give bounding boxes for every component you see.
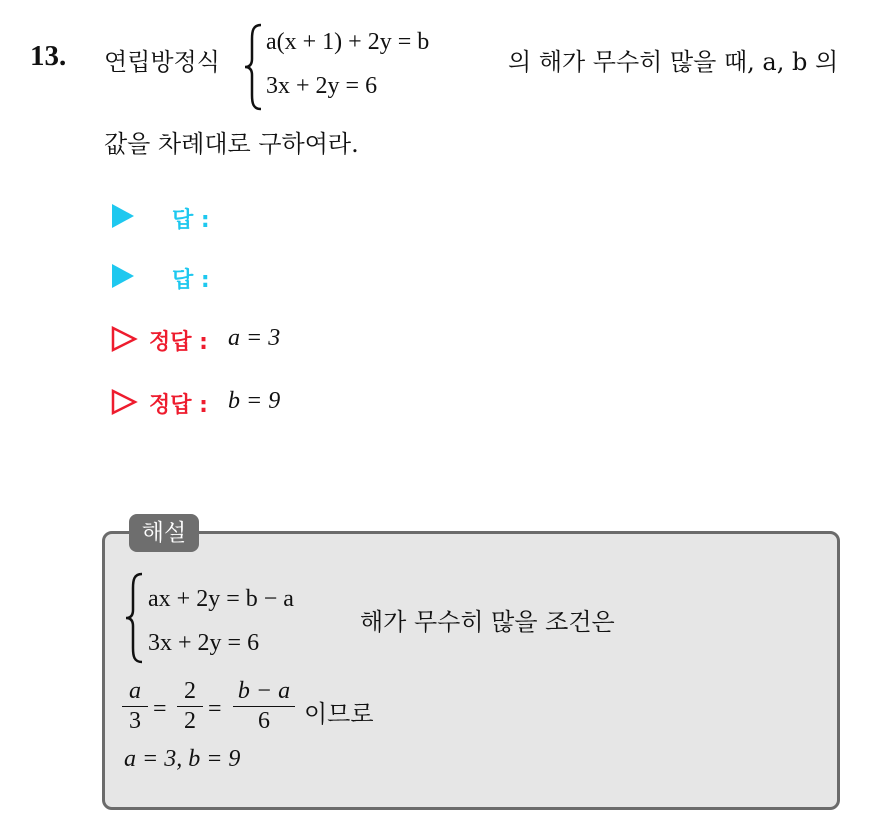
question-line-2: 값을 차례대로 구하여라.: [104, 130, 359, 158]
therefore-text: 이므로: [304, 700, 374, 728]
answer-label: 답 :: [172, 268, 210, 293]
equals-sign: =: [208, 696, 222, 722]
outline-arrow-icon: [110, 388, 138, 416]
solution-value: a = 3: [228, 325, 281, 351]
fraction-a-over-3: [122, 678, 148, 735]
solution-label: 정답 :: [149, 393, 208, 418]
brace-icon: [243, 23, 265, 111]
fraction-numerator: 2: [184, 678, 196, 704]
explanation-result: a = 3, b = 9: [124, 746, 241, 772]
explanation-tab: 해설: [129, 514, 199, 552]
fraction-bar: [177, 706, 203, 707]
fraction-bar: [122, 706, 148, 707]
fraction-denominator: 2: [184, 708, 196, 734]
fraction-numerator: b − a: [237, 678, 291, 704]
solution-value: b = 9: [228, 388, 281, 414]
question-prefix: 연립방정식: [104, 48, 220, 76]
fraction-denominator: 3: [129, 708, 141, 734]
brace-icon: [124, 572, 146, 664]
question-equation-1: a(x + 1) + 2y = b: [266, 29, 430, 55]
play-arrow-icon: [112, 204, 134, 228]
fraction-bar: [233, 706, 295, 707]
fraction-denominator: 6: [258, 708, 270, 734]
question-equation-2: 3x + 2y = 6: [266, 73, 378, 99]
question-suffix: 의 해가 무수히 많을 때, a, b 의: [508, 48, 839, 76]
explanation-condition: 해가 무수히 많을 조건은: [360, 608, 615, 636]
explanation-equation-2: 3x + 2y = 6: [148, 630, 260, 656]
question-number: 13.: [30, 40, 67, 72]
equals-sign: =: [153, 696, 167, 722]
solution-label: 정답 :: [149, 330, 208, 355]
answer-label: 답 :: [172, 208, 210, 233]
fraction-b-minus-a-over-6: [233, 678, 295, 735]
fraction-2-over-2: [177, 678, 203, 735]
outline-arrow-icon: [110, 325, 138, 353]
play-arrow-icon: [112, 264, 134, 288]
explanation-equation-1: ax + 2y = b − a: [148, 586, 294, 612]
fraction-numerator: a: [129, 678, 141, 704]
